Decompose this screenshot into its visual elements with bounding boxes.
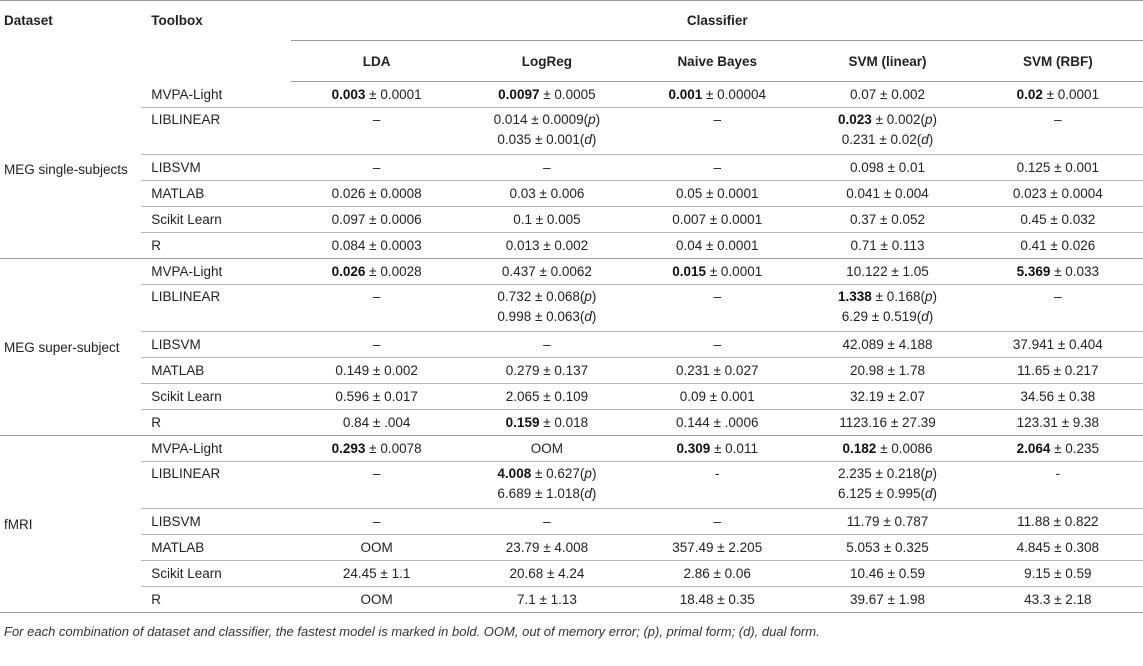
timing-cell xyxy=(291,358,461,384)
timing-value: – xyxy=(713,337,721,352)
timing-value: 11.79 ± 0.787 xyxy=(846,514,929,529)
timing-value: – xyxy=(543,514,551,529)
dataset-label: fMRI xyxy=(0,436,141,613)
timing-value: 5.053 ± 0.325 xyxy=(846,540,929,555)
timing-cell xyxy=(291,384,461,410)
table-row xyxy=(0,82,1143,108)
toolbox-label: LIBLINEAR xyxy=(141,108,291,155)
timing-value: 0.023 ± 0.0004 xyxy=(1012,186,1103,201)
timing-cell xyxy=(973,332,1143,358)
timing-value: – xyxy=(372,337,381,352)
timing-value: 9.15 ± 0.59 xyxy=(1024,566,1092,581)
timing-cell xyxy=(462,181,632,207)
toolbox-label: MATLAB xyxy=(141,535,291,561)
timing-value: 123.31 ± 9.38 xyxy=(1016,415,1100,430)
toolbox-label: Scikit Learn xyxy=(141,207,291,233)
timing-value: 0.159 ± 0.018 xyxy=(505,415,589,430)
timing-value: 0.023 ± 0.002(p) xyxy=(838,112,938,127)
timing-value: 0.182 ± 0.0086 xyxy=(842,441,933,456)
timing-cell xyxy=(291,410,461,436)
timing-cell xyxy=(291,535,461,561)
timing-value: 0.04 ± 0.0001 xyxy=(675,238,759,253)
timing-value: 0.003 ± 0.0001 xyxy=(331,87,422,102)
timing-cell xyxy=(462,561,632,587)
timing-cell xyxy=(802,332,972,358)
timing-value: 37.941 ± 0.404 xyxy=(1012,337,1103,352)
table-row xyxy=(0,410,1143,436)
dataset-label: MEG super-subject xyxy=(0,259,141,436)
timing-cell xyxy=(632,384,802,410)
timing-cell xyxy=(802,82,972,108)
timing-cell xyxy=(462,358,632,384)
table-row xyxy=(0,181,1143,207)
timing-cell xyxy=(973,181,1143,207)
timing-cell xyxy=(291,207,461,233)
timing-cell xyxy=(973,436,1143,462)
timing-value: 0.0097 ± 0.0005 xyxy=(498,87,596,102)
timing-cell xyxy=(291,82,461,108)
timing-cell xyxy=(462,535,632,561)
timing-cell xyxy=(632,207,802,233)
timing-value: 0.013 ± 0.002 xyxy=(505,238,589,253)
timing-cell xyxy=(973,259,1143,285)
timing-cell xyxy=(973,207,1143,233)
timing-value: 34.56 ± 0.38 xyxy=(1020,389,1096,404)
timing-cell xyxy=(632,181,802,207)
table-row xyxy=(0,384,1143,410)
timing-value: 0.309 ± 0.011 xyxy=(676,441,758,456)
timing-value: 0.596 ± 0.017 xyxy=(335,389,418,404)
timing-cell xyxy=(291,155,461,181)
toolbox-label: Scikit Learn xyxy=(141,561,291,587)
toolbox-header: Toolbox xyxy=(141,1,291,82)
timing-value: 0.026 ± 0.0028 xyxy=(331,264,422,279)
timing-cell xyxy=(973,358,1143,384)
timing-value: 42.089 ± 4.188 xyxy=(842,337,933,352)
timing-value: 10.46 ± 0.59 xyxy=(850,566,925,581)
timing-cell xyxy=(973,410,1143,436)
timing-value: 0.293 ± 0.0078 xyxy=(331,441,422,456)
timing-cell xyxy=(462,233,632,259)
timing-cell xyxy=(462,259,632,285)
timing-cell xyxy=(632,259,802,285)
timing-cell xyxy=(802,181,972,207)
timing-value: 32.19 ± 2.07 xyxy=(850,389,925,404)
timing-value: – xyxy=(713,514,721,529)
timing-value: 0.084 ± 0.0003 xyxy=(331,238,422,253)
toolbox-label: MVPA-Light xyxy=(141,82,291,108)
timing-cell xyxy=(462,462,632,509)
timing-value: - xyxy=(714,466,720,481)
timing-cell xyxy=(802,509,972,535)
timing-value: 0.041 ± 0.004 xyxy=(846,186,929,201)
timing-value: 2.86 ± 0.06 xyxy=(683,566,751,581)
timing-value: 0.035 ± 0.001(d) xyxy=(497,132,597,147)
timing-value: 1123.16 ± 27.39 xyxy=(839,415,936,430)
timing-value: OOM xyxy=(360,592,393,607)
timing-value: 11.65 ± 0.217 xyxy=(1017,363,1099,378)
timing-value: 1.338 ± 0.168(p) xyxy=(838,289,938,304)
table-row xyxy=(0,561,1143,587)
timing-cell xyxy=(802,561,972,587)
timing-cell xyxy=(632,509,802,535)
timing-value: – xyxy=(1054,112,1062,127)
timing-cell xyxy=(462,410,632,436)
timing-cell xyxy=(973,233,1143,259)
table-row xyxy=(0,108,1143,155)
table-row xyxy=(0,587,1143,613)
timing-value: 5.369 ± 0.033 xyxy=(1016,264,1100,279)
timing-cell xyxy=(632,587,802,613)
timing-cell xyxy=(973,82,1143,108)
timing-value: - xyxy=(1055,466,1061,481)
timing-value: 0.014 ± 0.0009(p) xyxy=(493,112,601,127)
toolbox-label: LIBLINEAR xyxy=(141,462,291,509)
timing-value: 2.235 ± 0.218(p) xyxy=(838,466,938,481)
timing-cell xyxy=(802,462,972,509)
table-row xyxy=(0,509,1143,535)
timing-cell xyxy=(973,535,1143,561)
timing-cell xyxy=(802,436,972,462)
timing-value: – xyxy=(713,289,721,304)
timing-value: 0.437 ± 0.0062 xyxy=(501,264,592,279)
toolbox-label: Scikit Learn xyxy=(141,384,291,410)
table-row xyxy=(0,155,1143,181)
timing-value: 0.026 ± 0.0008 xyxy=(331,186,422,201)
timing-value: 357.49 ± 2.205 xyxy=(672,540,763,555)
timing-cell xyxy=(973,384,1143,410)
timing-value: 24.45 ± 1.1 xyxy=(342,566,411,581)
dataset-label: MEG single-subjects xyxy=(0,82,141,259)
timing-value: 0.125 ± 0.001 xyxy=(1016,160,1100,175)
timing-cell xyxy=(973,155,1143,181)
table-body xyxy=(0,82,1143,613)
table-row xyxy=(0,285,1143,332)
timing-value: 0.09 ± 0.001 xyxy=(679,389,755,404)
timing-value: 4.008 ± 0.627(p) xyxy=(497,466,597,481)
timing-value: 2.065 ± 0.109 xyxy=(505,389,589,404)
timing-cell xyxy=(632,233,802,259)
timing-cell xyxy=(291,259,461,285)
column-header: Naive Bayes xyxy=(632,41,802,82)
timing-value: 39.67 ± 1.98 xyxy=(850,592,925,607)
timing-cell xyxy=(632,285,802,332)
timing-value: 20.98 ± 1.78 xyxy=(850,363,925,378)
timing-value: 0.001 ± 0.00004 xyxy=(668,87,766,102)
timing-cell xyxy=(802,384,972,410)
timing-cell xyxy=(632,535,802,561)
timing-value: 0.1 ± 0.005 xyxy=(513,212,581,227)
timing-value: OOM xyxy=(360,540,393,555)
dataset-header: Dataset xyxy=(0,1,141,82)
timing-cell xyxy=(802,155,972,181)
timing-cell xyxy=(802,259,972,285)
timing-value: – xyxy=(1054,289,1062,304)
timing-cell xyxy=(802,587,972,613)
table-row xyxy=(0,535,1143,561)
column-header: SVM (RBF) xyxy=(973,41,1143,82)
table-row xyxy=(0,233,1143,259)
timing-value: 0.015 ± 0.0001 xyxy=(672,264,763,279)
timing-value: 2.064 ± 0.235 xyxy=(1016,441,1100,456)
toolbox-label: MVPA-Light xyxy=(141,259,291,285)
timing-cell xyxy=(802,233,972,259)
timing-cell xyxy=(802,285,972,332)
timing-value: – xyxy=(543,337,551,352)
timing-cell xyxy=(973,587,1143,613)
timing-value: 0.149 ± 0.002 xyxy=(335,363,418,378)
timing-cell xyxy=(291,436,461,462)
timing-value: 0.732 ± 0.068(p) xyxy=(497,289,597,304)
timing-cell xyxy=(462,108,632,155)
table-row xyxy=(0,259,1143,285)
timing-value: – xyxy=(543,160,551,175)
timing-cell xyxy=(632,358,802,384)
timing-cell xyxy=(632,108,802,155)
toolbox-label: R xyxy=(141,587,291,613)
timing-value: 10.122 ± 1.05 xyxy=(846,264,929,279)
toolbox-label: MATLAB xyxy=(141,181,291,207)
timing-value: 0.279 ± 0.137 xyxy=(505,363,589,378)
timing-value: 20.68 ± 4.24 xyxy=(509,566,585,581)
toolbox-label: MATLAB xyxy=(141,358,291,384)
timing-cell xyxy=(462,587,632,613)
timing-value: 0.144 ± .0006 xyxy=(675,415,759,430)
timing-cell xyxy=(802,207,972,233)
timing-cell xyxy=(973,462,1143,509)
toolbox-label: LIBSVM xyxy=(141,332,291,358)
timing-value: 7.1 ± 1.13 xyxy=(516,592,577,607)
timing-value: – xyxy=(713,112,721,127)
table-row xyxy=(0,462,1143,509)
timing-value: 6.29 ± 0.519(d) xyxy=(841,309,934,324)
timing-cell xyxy=(291,462,461,509)
toolbox-label: R xyxy=(141,233,291,259)
toolbox-label: MVPA-Light xyxy=(141,436,291,462)
timing-cell xyxy=(632,332,802,358)
classifier-header: Classifier xyxy=(291,1,1143,41)
timing-cell xyxy=(291,285,461,332)
timing-cell xyxy=(291,108,461,155)
timing-cell xyxy=(973,108,1143,155)
timing-cell xyxy=(973,285,1143,332)
timing-value: 0.097 ± 0.0006 xyxy=(331,212,422,227)
timing-cell xyxy=(291,561,461,587)
toolbox-label: LIBSVM xyxy=(141,155,291,181)
timing-value: – xyxy=(713,160,721,175)
timing-cell xyxy=(632,82,802,108)
timing-value: – xyxy=(372,289,381,304)
table-row xyxy=(0,332,1143,358)
column-header: LDA xyxy=(291,41,461,82)
table-row xyxy=(0,207,1143,233)
timing-value: 0.71 ± 0.113 xyxy=(850,238,925,253)
timing-cell xyxy=(802,535,972,561)
timing-cell xyxy=(632,561,802,587)
timing-value: 0.231 ± 0.027 xyxy=(675,363,759,378)
timing-value: – xyxy=(372,112,381,127)
timing-value: 18.48 ± 0.35 xyxy=(679,592,755,607)
table-row xyxy=(0,436,1143,462)
timing-cell xyxy=(973,509,1143,535)
timing-value: 0.37 ± 0.052 xyxy=(850,212,925,227)
timing-cell xyxy=(973,561,1143,587)
timing-cell xyxy=(291,509,461,535)
timing-cell xyxy=(462,207,632,233)
timing-value: 0.098 ± 0.01 xyxy=(850,160,925,175)
timing-cell xyxy=(802,358,972,384)
timing-cell xyxy=(462,509,632,535)
timing-cell xyxy=(462,82,632,108)
timing-value: 23.79 ± 4.008 xyxy=(505,540,589,555)
timing-cell xyxy=(291,587,461,613)
timing-cell xyxy=(291,332,461,358)
timing-value: – xyxy=(372,514,381,529)
timing-cell xyxy=(462,155,632,181)
header-row-1 xyxy=(0,1,1143,41)
timing-value: 0.07 ± 0.002 xyxy=(850,87,925,102)
timing-cell xyxy=(632,436,802,462)
timing-cell xyxy=(462,384,632,410)
timing-cell xyxy=(462,436,632,462)
timing-cell xyxy=(632,155,802,181)
timing-value: 43.3 ± 2.18 xyxy=(1024,592,1092,607)
timing-value: 0.41 ± 0.026 xyxy=(1020,238,1096,253)
timing-value: 0.998 ± 0.063(d) xyxy=(497,309,597,324)
timing-value: 0.45 ± 0.032 xyxy=(1020,212,1096,227)
timing-cell xyxy=(462,285,632,332)
timing-value: – xyxy=(372,160,381,175)
timing-value: 0.007 ± 0.0001 xyxy=(672,212,763,227)
toolbox-label: LIBSVM xyxy=(141,509,291,535)
timing-value: 4.845 ± 0.308 xyxy=(1016,540,1100,555)
timing-cell xyxy=(802,108,972,155)
table-footnote: For each combination of dataset and classifier, the fastest model is marked in bold. OOM, out of memory error; (p), primal form; (d), dual form. xyxy=(4,624,820,639)
timing-cell xyxy=(291,181,461,207)
timing-value: 6.125 ± 0.995(d) xyxy=(838,486,938,501)
timing-value: 0.03 ± 0.006 xyxy=(509,186,585,201)
timing-value: – xyxy=(372,466,381,481)
timing-value: 11.88 ± 0.822 xyxy=(1017,514,1099,529)
toolbox-label: LIBLINEAR xyxy=(141,285,291,332)
timing-value: 0.231 ± 0.02(d) xyxy=(841,132,934,147)
timing-cell xyxy=(632,410,802,436)
timing-cell xyxy=(802,410,972,436)
column-header: SVM (linear) xyxy=(802,41,972,82)
timing-value: 0.84 ± .004 xyxy=(342,415,411,430)
toolbox-label: R xyxy=(141,410,291,436)
timing-cell xyxy=(632,462,802,509)
timing-value: OOM xyxy=(530,441,564,456)
column-header: LogReg xyxy=(462,41,632,82)
timing-value: 6.689 ± 1.018(d) xyxy=(497,486,597,501)
timing-cell xyxy=(462,332,632,358)
table-row xyxy=(0,358,1143,384)
timing-value: 0.02 ± 0.0001 xyxy=(1016,87,1100,102)
timing-cell xyxy=(291,233,461,259)
timing-value: 0.05 ± 0.0001 xyxy=(675,186,759,201)
